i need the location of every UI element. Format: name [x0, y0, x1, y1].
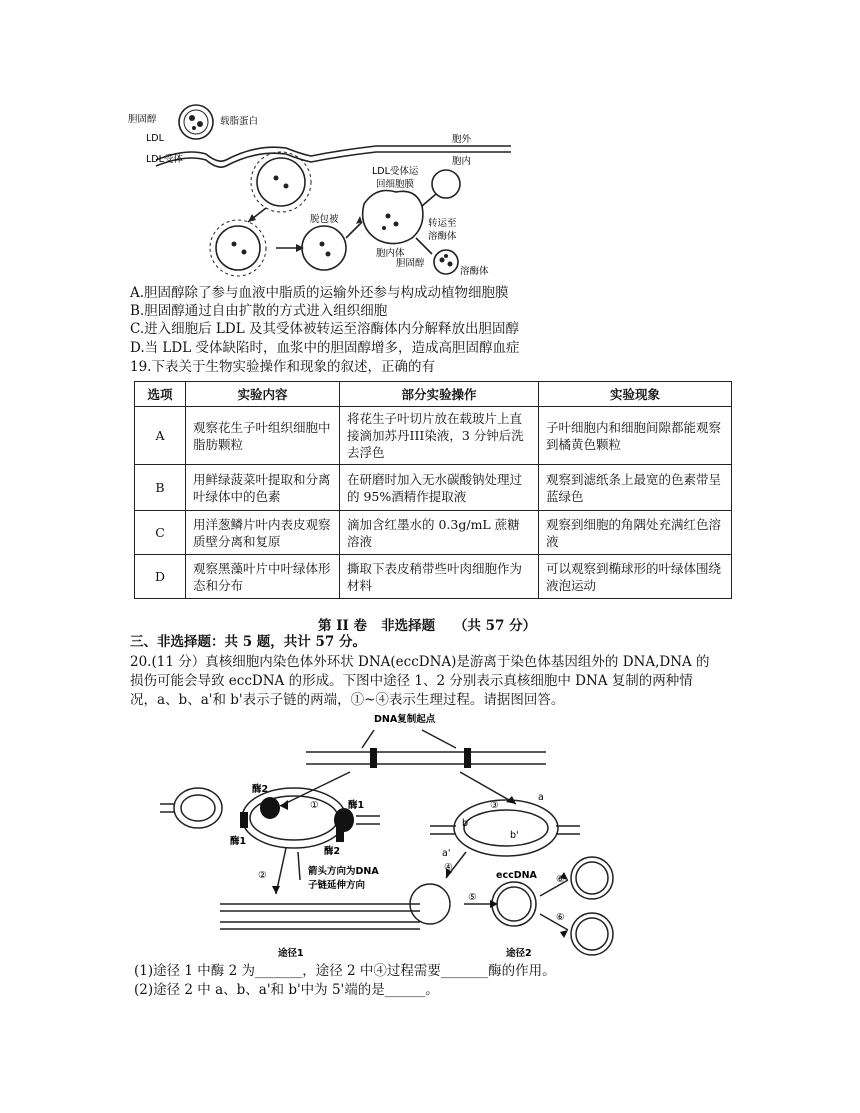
section2-title: 第 II 卷 非选择题 （共 57 分）	[318, 618, 537, 634]
dna-replication-figure	[160, 708, 700, 962]
table-row	[135, 465, 732, 511]
fig1-label-receptor-return-2: 回细胞膜	[376, 179, 415, 190]
fig2-label-path2: 途径2	[506, 948, 532, 959]
table-cell-operation: 将花生子叶切片放在载玻片上直接滴加苏丹III染液，3 分钟后洗去浮色	[340, 407, 539, 465]
fig2-label-step5: ⑤	[468, 892, 477, 903]
q18-option-a: A.胆固醇除了参与血液中脂质的运输外还参与构成动植物细胞膜	[130, 285, 509, 301]
fig2-label-step6-top: ⑥	[556, 874, 565, 885]
table-header: 实验内容	[186, 382, 340, 407]
fig1-label-ldl: LDL	[146, 133, 164, 144]
q18-option-b: B.胆固醇通过自由扩散的方式进入组织细胞	[130, 303, 388, 319]
q20-sub-1: (1)途径 1 中酶 2 为_______，途径 2 中④过程需要_______酶的作用。	[134, 963, 556, 979]
fig2-label-step2: ②	[258, 870, 267, 881]
fig2-label-eccdna: eccDNA	[496, 870, 537, 881]
fig2-label-enzyme1-top: 酶1	[348, 800, 365, 811]
table-cell-content: 观察黑藻叶片中叶绿体形态和分布	[186, 555, 340, 599]
fig1-label-cholesterol: 胆固醇	[128, 114, 157, 125]
q19-stem: 19.下表关于生物实验操作和现象的叙述，正确的有	[130, 359, 435, 375]
table-row	[135, 511, 732, 555]
table-cell-option: C	[135, 511, 186, 555]
table-cell-content: 观察花生子叶组织细胞中脂肪颗粒	[186, 407, 340, 465]
fig2-label-step6-bottom: ⑥	[556, 912, 565, 923]
table-cell-content: 用洋葱鳞片叶内表皮观察质壁分离和复原	[186, 511, 340, 555]
table-header: 部分实验操作	[340, 382, 539, 407]
table-header: 选项	[135, 382, 186, 407]
ldl-endocytosis-figure	[126, 98, 516, 284]
table-cell-result: 观察到滤纸条上最宽的色素带呈蓝绿色	[539, 465, 732, 511]
fig1-label-transport-2: 溶酶体	[428, 231, 457, 242]
fig2-label-end-a: a	[538, 792, 544, 803]
table-cell-operation: 撕取下表皮稍带些叶肉细胞作为材料	[340, 555, 539, 599]
fig2-label-end-a2: a'	[442, 848, 451, 859]
q20-line-2: 损伤可能会导致 eccDNA 的形成。下图中途径 1、2 分别表示真核细胞中 DNA 复制的两种情	[130, 673, 693, 689]
table-cell-option: B	[135, 465, 186, 511]
table-cell-content: 用鲜绿菠菜叶提取和分离叶绿体中的色素	[186, 465, 340, 511]
fig1-label-outside: 胞外	[452, 134, 472, 145]
table-row	[135, 555, 732, 599]
table-header-row	[135, 382, 732, 407]
fig2-label-end-b: b	[462, 818, 469, 829]
fig1-label-endosome: 胞内体	[376, 248, 405, 259]
q18-option-c: C.进入细胞后 LDL 及其受体被转运至溶酶体内分解释放出胆固醇	[130, 321, 519, 337]
table-cell-option: D	[135, 555, 186, 599]
fig2-label-enzyme1-bottom: 酶1	[230, 836, 247, 847]
table-cell-result: 子叶细胞内和细胞间隙都能观察到橘黄色颗粒	[539, 407, 732, 465]
q18-option-d: D.当 LDL 受体缺陷时，血浆中的胆固醇增多，造成高胆固醇血症	[130, 340, 520, 356]
table-cell-operation: 滴加含红墨水的 0.3g/mL 蔗糖溶液	[340, 511, 539, 555]
fig2-label-enzyme2-bottom: 酶2	[324, 846, 341, 857]
q20-line-1: 20.(11 分）真核细胞内染色体外环状 DNA(eccDNA)是游离于染色体基因组外的 DNA,DNA 的	[130, 654, 710, 670]
table-header: 实验现象	[539, 382, 732, 407]
fig1-label-apolipoprotein: 载脂蛋白	[220, 116, 259, 127]
table-cell-operation: 在研磨时加入无水碳酸钠处理过的 95%酒精作提取液	[340, 465, 539, 511]
fig2-label-arrow-note-1: 箭头方向为DNA	[308, 866, 379, 877]
fig2-label-path1: 途径1	[278, 948, 304, 959]
table-row	[135, 407, 732, 465]
fig1-label-uncoat: 脱包被	[310, 214, 339, 225]
fig2-label-arrow-note-2: 子链延伸方向	[308, 880, 366, 891]
fig1-label-receptor-return-1: LDL受体运	[372, 166, 419, 177]
q20-line-3: 况，a、b、a'和 b'表示子链的两端，①~④表示生理过程。请据图回答。	[130, 692, 565, 708]
fig1-label-inside: 胞内	[452, 156, 472, 167]
fig2-label-end-b2: b'	[510, 830, 519, 841]
experiment-table	[134, 381, 732, 599]
table-cell-option: A	[135, 407, 186, 465]
fig1-label-cholesterol2: 胆固醇	[396, 258, 425, 269]
fig2-label-step1: ①	[310, 800, 319, 811]
fig2-label-step4: ④	[444, 862, 453, 873]
section3-title: 三、非选择题：共 5 题，共计 57 分。	[130, 634, 366, 650]
fig2-label-enzyme2-top: 酶2	[252, 784, 269, 795]
fig1-label-lysosome: 溶酶体	[460, 266, 489, 277]
fig2-label-step3: ③	[490, 800, 499, 811]
fig2-label-origin: DNA复制起点	[374, 714, 436, 725]
q20-sub-2: (2)途径 2 中 a、b、a'和 b'中为 5'端的是______。	[134, 982, 439, 998]
table-cell-result: 可以观察到椭球形的叶绿体围绕液泡运动	[539, 555, 732, 599]
table-cell-result: 观察到细胞的角隅处充满红色溶液	[539, 511, 732, 555]
fig1-label-ldl-receptor: LDL受体	[146, 154, 183, 165]
fig1-label-transport-1: 转运至	[428, 218, 457, 229]
